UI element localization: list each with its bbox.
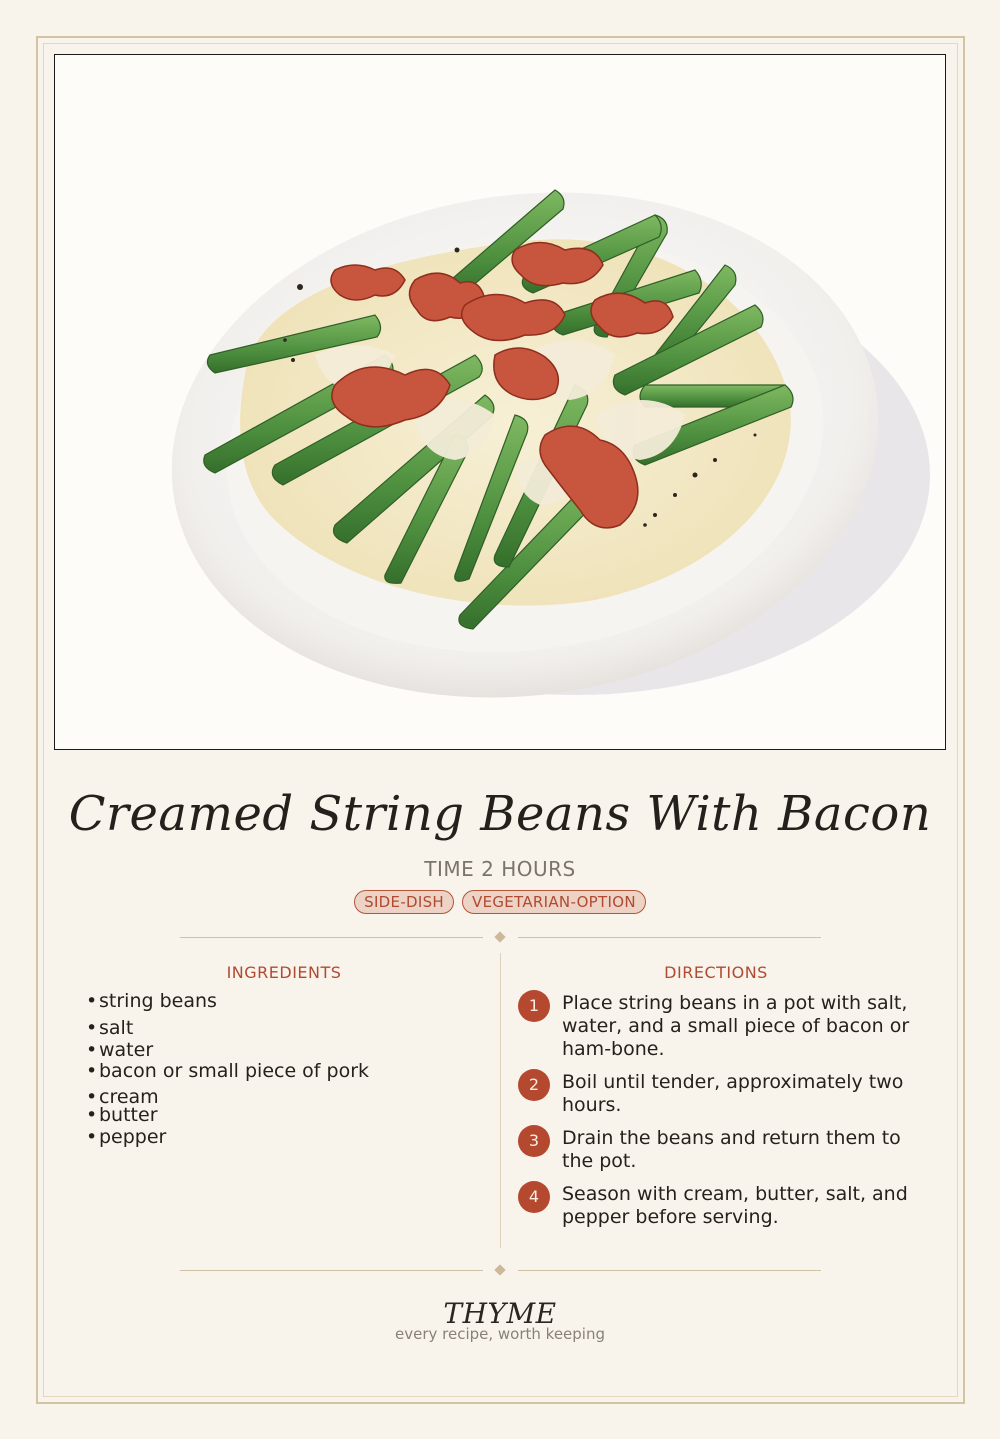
ingredient-item: •cream	[86, 1086, 159, 1108]
step-number-badge: 1	[518, 990, 550, 1022]
ingredient-item: •string beans	[86, 990, 217, 1012]
ingredient-item: •pepper	[86, 1126, 167, 1148]
step-text: Season with cream, butter, salt, and pepper before serving.	[562, 1183, 908, 1228]
tag-vegetarian-option[interactable]: VEGETARIAN-OPTION	[462, 890, 646, 914]
ingredient-item: •bacon or small piece of pork	[86, 1060, 370, 1082]
step-text: Boil until tender, approximately two hours.	[562, 1071, 904, 1116]
brand-logo: THYME	[443, 1297, 557, 1330]
brand-tagline: every recipe, worth keeping	[394, 1325, 605, 1343]
step-text: Place string beans in a pot with salt, water, and a small piece of bacon or ham-bone.	[562, 992, 910, 1060]
ingredient-item: •water	[86, 1039, 154, 1061]
step-number-badge: 3	[518, 1125, 550, 1157]
recipe-time: TIME 2 HOURS	[424, 857, 576, 881]
tag-list	[60, 890, 940, 914]
diamond-ornament-icon	[494, 1264, 505, 1275]
ingredients-heading: INGREDIENTS	[226, 963, 342, 982]
diamond-ornament-icon	[494, 931, 505, 942]
tag-side-dish[interactable]: SIDE-DISH	[354, 890, 454, 914]
ingredient-item: •salt	[86, 1017, 134, 1039]
ingredient-item: •butter	[86, 1104, 158, 1126]
section-divider-top	[180, 932, 821, 944]
recipe-photo	[54, 54, 946, 750]
column-divider	[500, 953, 501, 1248]
step-number-badge: 4	[518, 1181, 550, 1213]
step-number-badge: 2	[518, 1069, 550, 1101]
section-divider-bottom	[180, 1265, 821, 1277]
directions-heading: DIRECTIONS	[664, 963, 768, 982]
step-text: Drain the beans and return them to the pot.	[562, 1127, 901, 1172]
recipe-title: Creamed String Beans With Bacon	[68, 786, 932, 842]
